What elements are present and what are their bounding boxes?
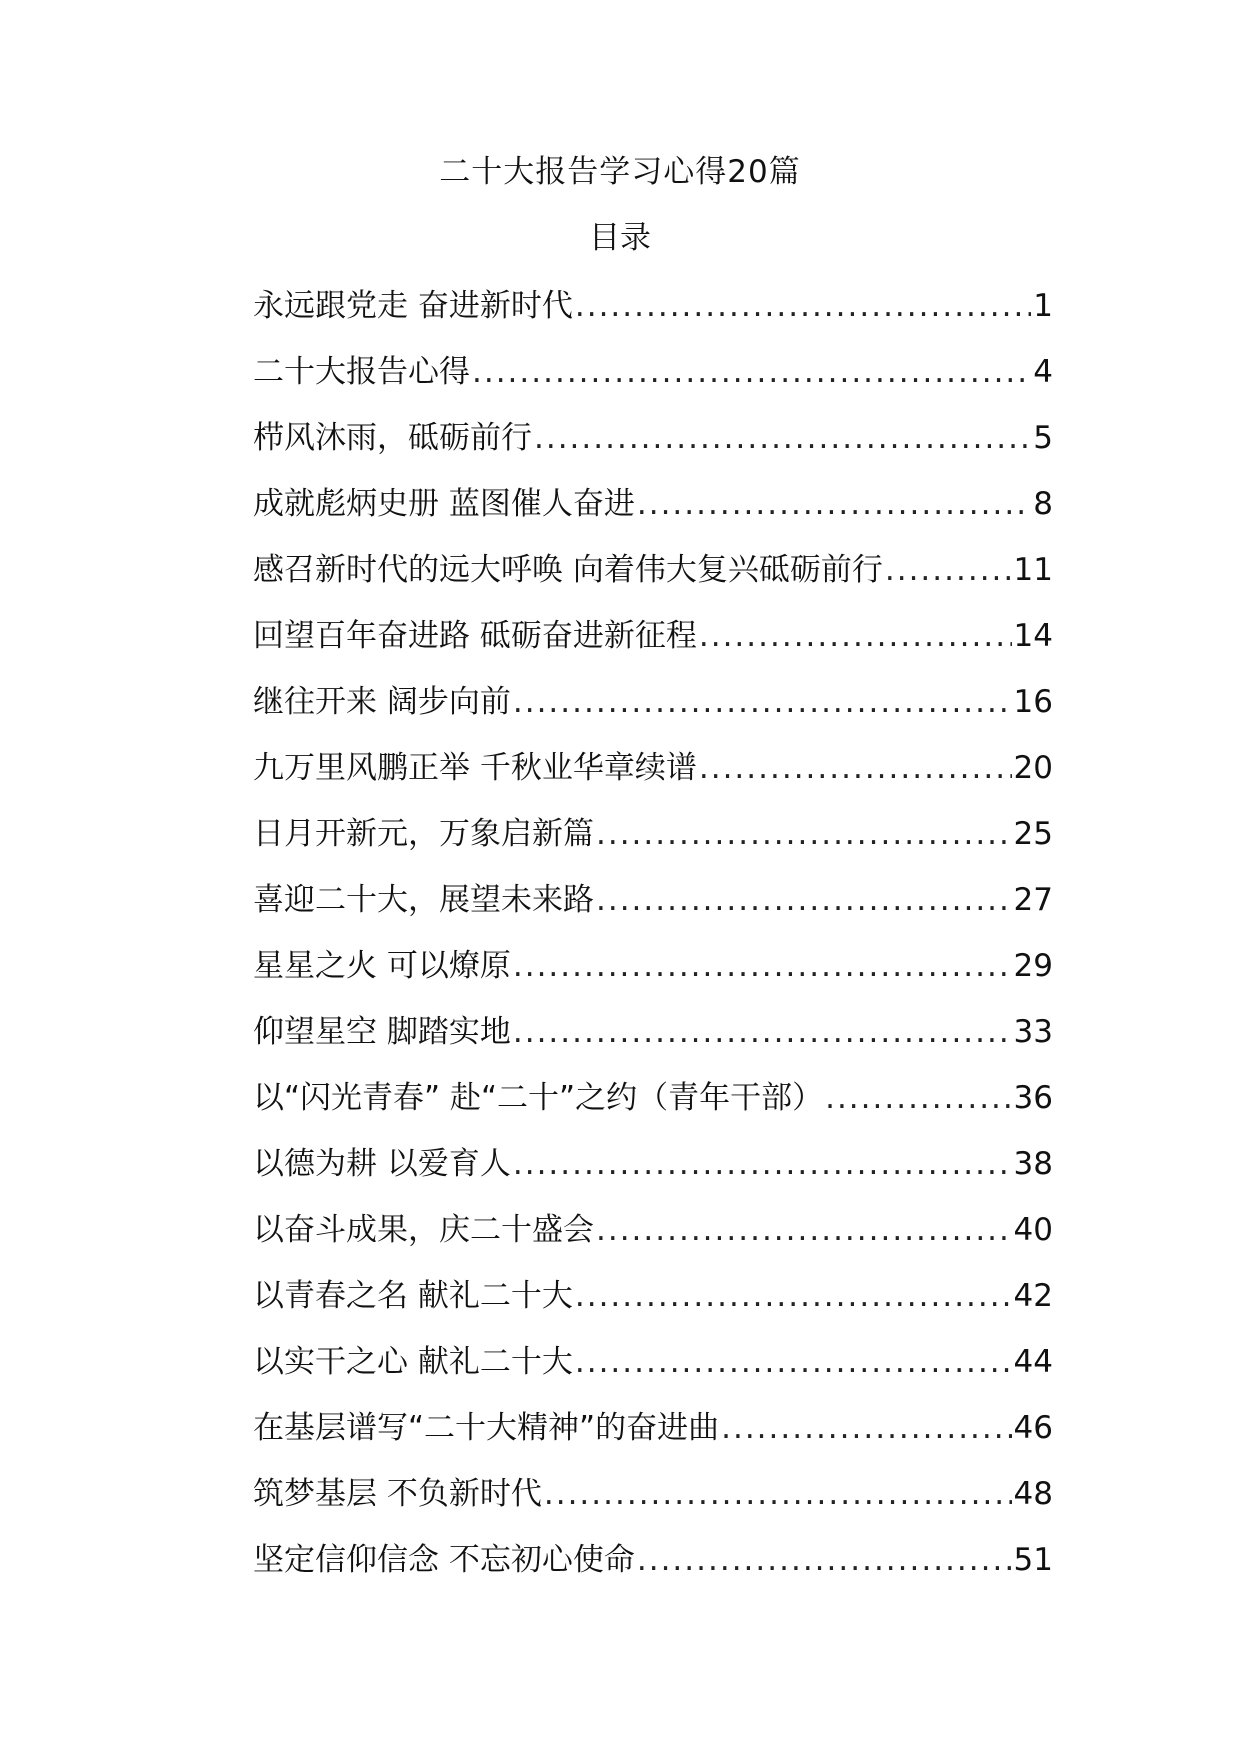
- toc-entry-title: 感召新时代的远大呼唤 向着伟大复兴砥砺前行: [253, 552, 883, 588]
- toc-page-number: 20: [1013, 750, 1053, 786]
- toc-leader-dots: [637, 481, 1031, 527]
- toc-leader-dots: [885, 547, 1012, 593]
- toc-leader-dots: [825, 1075, 1011, 1121]
- toc-entry[interactable]: [253, 1537, 1053, 1603]
- toc-page-number: 5: [1033, 420, 1053, 456]
- toc-page-number: 29: [1013, 948, 1053, 984]
- toc-entry-title: 栉风沐雨，砥砺前行: [253, 420, 532, 456]
- toc-leader-dots: [472, 349, 1031, 395]
- toc-entry[interactable]: [253, 547, 1053, 613]
- toc-entry-title: 继往开来 阔步向前: [253, 684, 511, 720]
- toc-entry-title: 仰望星空 脚踏实地: [253, 1014, 511, 1050]
- toc-entry-title: 日月开新元，万象启新篇: [253, 816, 594, 852]
- toc-page-number: 38: [1013, 1146, 1053, 1182]
- toc-leader-dots: [596, 1207, 1012, 1253]
- toc-entry-title: 星星之火 可以燎原: [253, 948, 511, 984]
- toc-leader-dots: [534, 415, 1031, 461]
- toc-page-number: 36: [1013, 1080, 1053, 1116]
- toc-entry-title: 永远跟党走 奋进新时代: [253, 288, 573, 324]
- toc-entry[interactable]: [253, 1009, 1053, 1075]
- document-title: 二十大报告学习心得20篇: [439, 154, 801, 190]
- table-of-contents: [253, 283, 1053, 1603]
- toc-entry[interactable]: [253, 679, 1053, 745]
- toc-leader-dots: [575, 1273, 1012, 1319]
- toc-leader-dots: [699, 745, 1012, 791]
- toc-entry[interactable]: [253, 877, 1053, 943]
- toc-entry[interactable]: [253, 1405, 1053, 1471]
- toc-page-number: 1: [1033, 288, 1053, 324]
- toc-leader-dots: [721, 1405, 1011, 1451]
- toc-entry-title: 筑梦基层 不负新时代: [253, 1476, 542, 1512]
- toc-entry-title: 以青春之名 献礼二十大: [253, 1278, 573, 1314]
- toc-entry[interactable]: [253, 1339, 1053, 1405]
- toc-page-number: 46: [1013, 1410, 1053, 1446]
- toc-entry-title: 以德为耕 以爱育人: [253, 1146, 511, 1182]
- toc-leader-dots: [513, 1141, 1012, 1187]
- toc-entry-title: 以“闪光青春” 赴“二十”之约（青年干部）: [253, 1080, 824, 1116]
- toc-entry[interactable]: [253, 811, 1053, 877]
- toc-leader-dots: [575, 283, 1031, 329]
- toc-page-number: 25: [1013, 816, 1053, 852]
- toc-entry[interactable]: [253, 349, 1053, 415]
- toc-entry-title: 以奋斗成果，庆二十盛会: [253, 1212, 594, 1248]
- toc-entry[interactable]: [253, 1471, 1053, 1537]
- toc-leader-dots: [544, 1471, 1012, 1517]
- toc-entry-title: 以实干之心 献礼二十大: [253, 1344, 573, 1380]
- toc-entry[interactable]: [253, 943, 1053, 1009]
- toc-page-number: 16: [1013, 684, 1053, 720]
- toc-page-number: 42: [1013, 1278, 1053, 1314]
- toc-page-number: 48: [1013, 1476, 1053, 1512]
- toc-entry[interactable]: [253, 481, 1053, 547]
- toc-entry[interactable]: [253, 1141, 1053, 1207]
- toc-page-number: 44: [1013, 1344, 1053, 1380]
- toc-entry[interactable]: [253, 415, 1053, 481]
- toc-page-number: 51: [1013, 1542, 1053, 1578]
- toc-entry[interactable]: [253, 283, 1053, 349]
- toc-leader-dots: [699, 613, 1012, 659]
- toc-leader-dots: [513, 679, 1012, 725]
- toc-entry-title: 成就彪炳史册 蓝图催人奋进: [253, 486, 635, 522]
- toc-leader-dots: [596, 811, 1012, 857]
- toc-entry-title: 在基层谱写“二十大精神”的奋进曲: [253, 1410, 720, 1446]
- toc-entry-title: 回望百年奋进路 砥砺奋进新征程: [253, 618, 697, 654]
- toc-leader-dots: [513, 943, 1012, 989]
- toc-page-number: 27: [1013, 882, 1053, 918]
- toc-entry-title: 喜迎二十大，展望未来路: [253, 882, 594, 918]
- toc-page-number: 11: [1013, 552, 1053, 588]
- toc-entry[interactable]: [253, 613, 1053, 679]
- toc-page-number: 40: [1013, 1212, 1053, 1248]
- toc-leader-dots: [575, 1339, 1012, 1385]
- toc-leader-dots: [513, 1009, 1012, 1055]
- toc-page-number: 33: [1013, 1014, 1053, 1050]
- toc-page-number: 8: [1033, 486, 1053, 522]
- toc-leader-dots: [596, 877, 1012, 923]
- toc-entry[interactable]: [253, 1207, 1053, 1273]
- toc-heading: 目录: [589, 220, 651, 256]
- toc-page-number: 4: [1033, 354, 1053, 390]
- toc-page-number: 14: [1013, 618, 1053, 654]
- toc-entry-title: 二十大报告心得: [253, 354, 470, 390]
- toc-entry[interactable]: [253, 1273, 1053, 1339]
- toc-leader-dots: [637, 1537, 1012, 1583]
- toc-entry[interactable]: [253, 745, 1053, 811]
- toc-entry-title: 九万里风鹏正举 千秋业华章续谱: [253, 750, 697, 786]
- toc-entry-title: 坚定信仰信念 不忘初心使命: [253, 1542, 635, 1578]
- toc-entry[interactable]: [253, 1075, 1053, 1141]
